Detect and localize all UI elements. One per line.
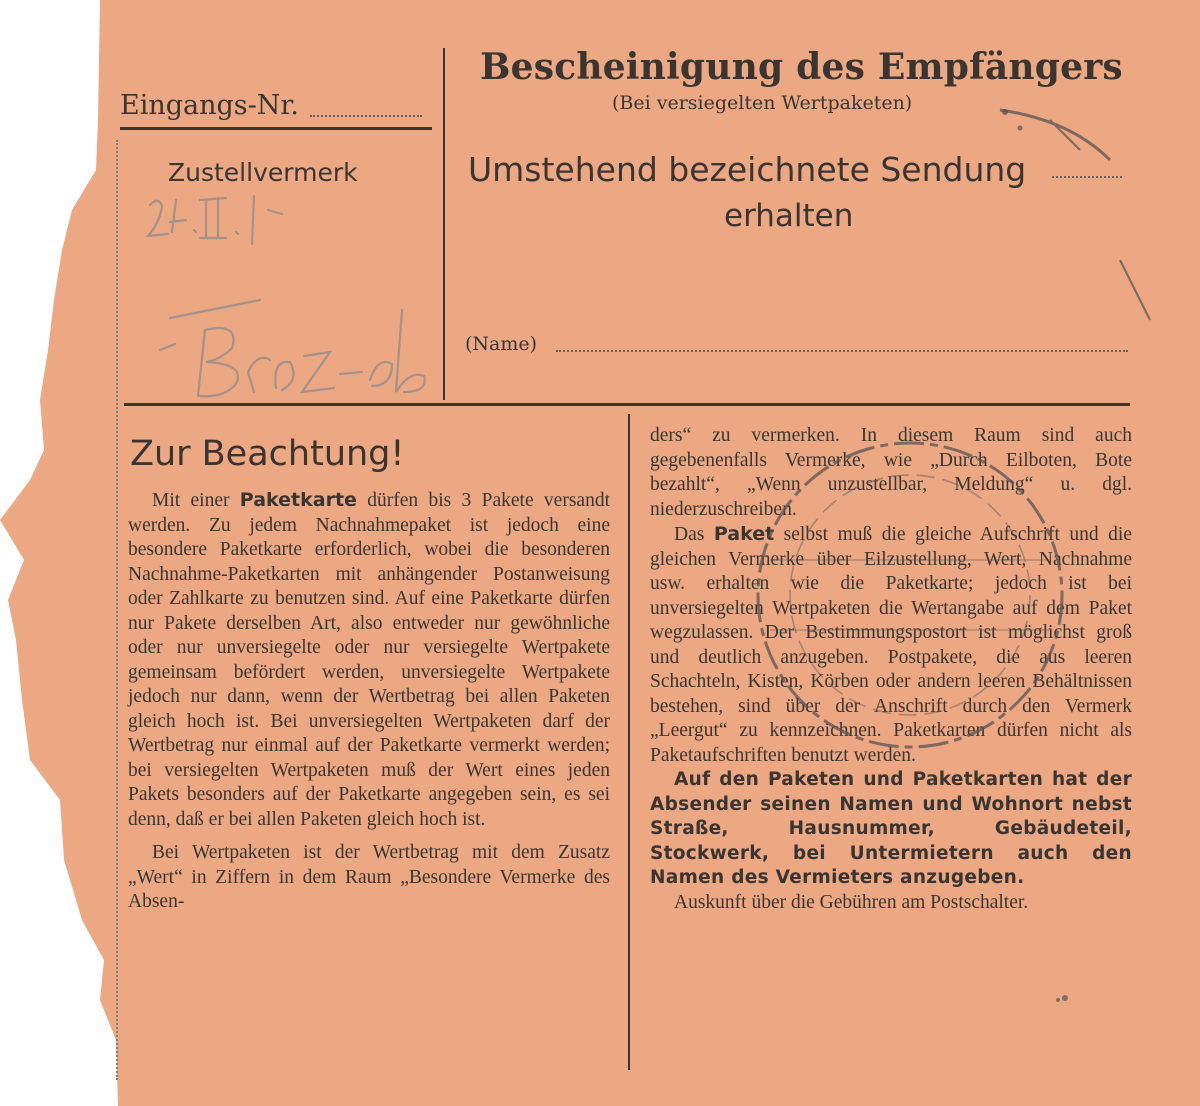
perforation-edge [116, 140, 118, 1080]
receipt-line-2: erhalten [724, 198, 854, 234]
notice-heading: Zur Beachtung! [130, 434, 405, 474]
notice-right-column [650, 424, 1132, 915]
receipt-line-1: Umstehend bezeichnete Sendung [468, 150, 1027, 189]
eingangs-dotted-line [310, 115, 422, 117]
receipt-title: Bescheinigung des Empfängers [480, 46, 1123, 88]
zustell-label: Zustellvermerk [168, 158, 358, 187]
column-divider [628, 414, 630, 1070]
left-p1-rest: dürfen bis 3 Pakete versandt werden. Zu jedem Nachnahmepaket ist jedoch eine besondere Paketkarte erforderlich, wobei die besonderen Nachnahme-Paketkarten mit anhängender Postanweisung oder Zahlkarte zu benutzen sind. Auf eine Paketkarte dürfen nur Pakete derselben Art, also entweder nur gewöhnliche oder nur unversiegelte oder nur versiegelte Wertpakete gemeinsam befördert werden, unversiegelte Wertpakete jedoch nur dann, wenn der Wertbetrag bei allen Paketen gleich hoch ist. Bei unversiegelten Wertpaketen darf der Wertbetrag nur einmal auf der Paketkarte vermerkt werden; bei versiegelten Wertpaketen muß der Wert eines jeden Pakets besonders auf der Paketkarte angegeben sein, es sei denn, daß er bei allen Paketen gleich hoch ist. [128, 490, 610, 830]
left-p1-prefix: Mit einer [152, 490, 240, 511]
horizontal-divider [124, 403, 1130, 406]
left-p1-bold: Paketkarte [239, 489, 357, 511]
right-p2-bold: Paket [713, 523, 775, 545]
notice-right-paragraph-3: Auskunft über die Gebühren am Postschalter. [674, 891, 1029, 913]
right-p2-rest: selbst muß die gleiche Aufschrift und die gleichen Vermerke über Eilzustellung, Wert, Nachnahme usw. erhalten wie die Paketkarte; jedoch ist bei unversiegelten Wertpaketen die Wertangabe auf dem Paket wegzulassen. Der Bestimmungspostort ist möglichst groß und deutlich anzugeben. Postpakete, die aus leeren Schachteln, Kisten, Körben oder andern leeren Behältnissen bestehen, sind über der Anschrift durch den Vermerk „Leergut“ zu kennzeichnen. Paketkarten dürfen nicht als Paketaufschriften benutzt werden. [650, 524, 1132, 766]
notice-left-paragraph-1 [128, 488, 610, 832]
right-p2-prefix: Das [674, 524, 714, 545]
notice-right-paragraph-1: ders“ zu vermerken. In diesem Raum sind auch gegebenenfalls Vermerke, wie „Durch Eilboten, Bote bezahlt“, „Wenn unzustellbar, Meldung“ u. dgl. niederzuschreiben. [650, 425, 1132, 520]
notice-left-paragraph-2: Bei Wertpaketen ist der Wertbetrag mit dem Zusatz „Wert“ in Ziffern in dem Raum „Besondere Vermerke des Absen- [128, 842, 610, 912]
sendung-dotted-line [1052, 176, 1122, 178]
notice-left-column [128, 488, 610, 915]
name-dotted-line [556, 350, 1128, 352]
notice-right-paragraph-2 [650, 522, 1132, 768]
eingang-underline [120, 127, 432, 130]
notice-right-bold-block: Auf den Paketen und Paketkarten hat der Absender seinen Namen und Wohnort nebst Straße, Hausnummer, Gebäudeteil, Stockwerk, bei Untermietern auch den Namen des Vermieters anzugeben. [650, 769, 1132, 888]
vertical-divider-top [443, 48, 445, 400]
receipt-subtitle: (Bei versiegelten Wertpaketen) [612, 92, 913, 114]
name-label: (Name) [465, 333, 538, 355]
eingangs-label: Eingangs-Nr. [120, 90, 299, 121]
